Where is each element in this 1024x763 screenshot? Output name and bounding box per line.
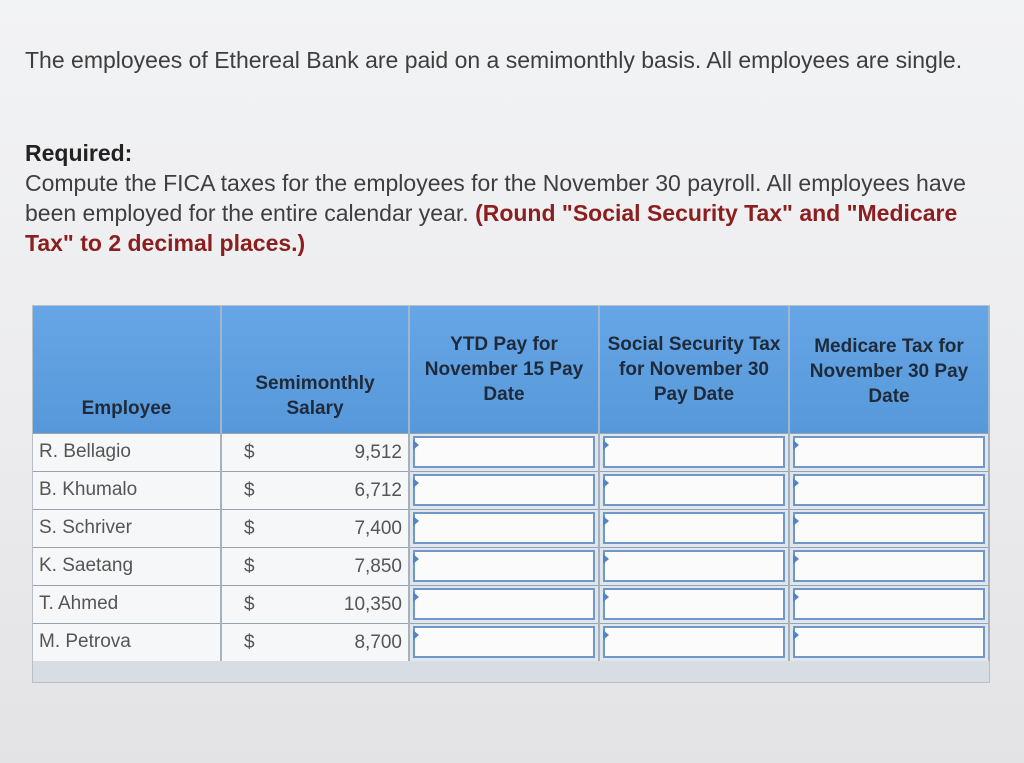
medicare-tax-cell — [789, 471, 989, 509]
table-row — [33, 433, 989, 471]
ytd-pay-input[interactable] — [413, 512, 595, 544]
medicare-tax-cell — [789, 585, 989, 623]
ytd-pay-input[interactable] — [413, 626, 595, 658]
employee-name: M. Petrova — [33, 623, 221, 661]
ss-tax-cell — [599, 509, 789, 547]
medicare-tax-input[interactable] — [793, 512, 985, 544]
ss-tax-cell — [599, 547, 789, 585]
header-ytd-pay: YTD Pay for November 15 Pay Date — [409, 306, 599, 433]
salary-amount: 8,700 — [354, 631, 402, 653]
currency-symbol: $ — [244, 517, 255, 539]
header-social-security-tax: Social Security Tax for November 30 Pay Date — [599, 306, 789, 433]
medicare-tax-cell — [789, 623, 989, 661]
salary-cell — [221, 623, 409, 661]
salary-cell — [221, 547, 409, 585]
salary-amount: 7,400 — [354, 517, 402, 539]
salary-amount: 7,850 — [354, 555, 402, 577]
employee-name: R. Bellagio — [33, 433, 221, 471]
medicare-tax-input[interactable] — [793, 626, 985, 658]
currency-symbol: $ — [244, 479, 255, 501]
table-row — [33, 509, 989, 547]
required-section — [25, 138, 1000, 258]
social-security-tax-input[interactable] — [603, 588, 785, 620]
required-text — [25, 168, 1000, 258]
salary-cell — [221, 585, 409, 623]
fica-table — [33, 306, 990, 661]
ytd-pay-cell — [409, 547, 599, 585]
ytd-pay-cell — [409, 433, 599, 471]
ss-tax-cell — [599, 585, 789, 623]
salary-amount: 10,350 — [343, 593, 402, 615]
salary-amount: 9,512 — [354, 441, 402, 463]
ytd-pay-cell — [409, 585, 599, 623]
employee-name: B. Khumalo — [33, 471, 221, 509]
header-semimonthly-salary: Semimonthly Salary — [221, 306, 409, 433]
required-instruction: Compute the FICA taxes for the employees for the November 30 payroll. All employees have been employed for the entire calendar year. — [25, 170, 966, 226]
ytd-pay-cell — [409, 623, 599, 661]
salary-cell — [221, 509, 409, 547]
medicare-tax-cell — [789, 433, 989, 471]
ss-tax-cell — [599, 471, 789, 509]
currency-symbol: $ — [244, 631, 255, 653]
social-security-tax-input[interactable] — [603, 550, 785, 582]
employee-name: T. Ahmed — [33, 585, 221, 623]
table-row — [33, 471, 989, 509]
medicare-tax-cell — [789, 547, 989, 585]
ss-tax-cell — [599, 433, 789, 471]
required-title: Required: — [25, 140, 133, 166]
ytd-pay-input[interactable] — [413, 474, 595, 506]
social-security-tax-input[interactable] — [603, 626, 785, 658]
ytd-pay-input[interactable] — [413, 588, 595, 620]
salary-cell — [221, 471, 409, 509]
medicare-tax-input[interactable] — [793, 436, 985, 468]
social-security-tax-input[interactable] — [603, 474, 785, 506]
ss-tax-cell — [599, 623, 789, 661]
table-row — [33, 547, 989, 585]
table-row — [33, 585, 989, 623]
employee-name: S. Schriver — [33, 509, 221, 547]
problem-intro: The employees of Ethereal Bank are paid on a semimonthly basis. All employees are single. — [25, 47, 963, 73]
salary-cell — [221, 433, 409, 471]
medicare-tax-cell — [789, 509, 989, 547]
currency-symbol: $ — [244, 593, 255, 615]
social-security-tax-input[interactable] — [603, 436, 785, 468]
ytd-pay-input[interactable] — [413, 436, 595, 468]
social-security-tax-input[interactable] — [603, 512, 785, 544]
currency-symbol: $ — [244, 555, 255, 577]
ytd-pay-cell — [409, 509, 599, 547]
rounding-note: (Round "Social Security Tax" and "Medicare Tax" to 2 decimal places.) — [25, 200, 958, 256]
salary-amount: 6,712 — [354, 479, 402, 501]
ytd-pay-cell — [409, 471, 599, 509]
medicare-tax-input[interactable] — [793, 474, 985, 506]
header-employee: Employee — [33, 306, 221, 433]
fica-table-container — [32, 305, 990, 683]
ytd-pay-input[interactable] — [413, 550, 595, 582]
medicare-tax-input[interactable] — [793, 588, 985, 620]
table-row — [33, 623, 989, 661]
currency-symbol: $ — [244, 441, 255, 463]
employee-name: K. Saetang — [33, 547, 221, 585]
table-header-row — [33, 306, 989, 433]
header-medicare-tax: Medicare Tax for November 30 Pay Date — [789, 306, 989, 433]
medicare-tax-input[interactable] — [793, 550, 985, 582]
